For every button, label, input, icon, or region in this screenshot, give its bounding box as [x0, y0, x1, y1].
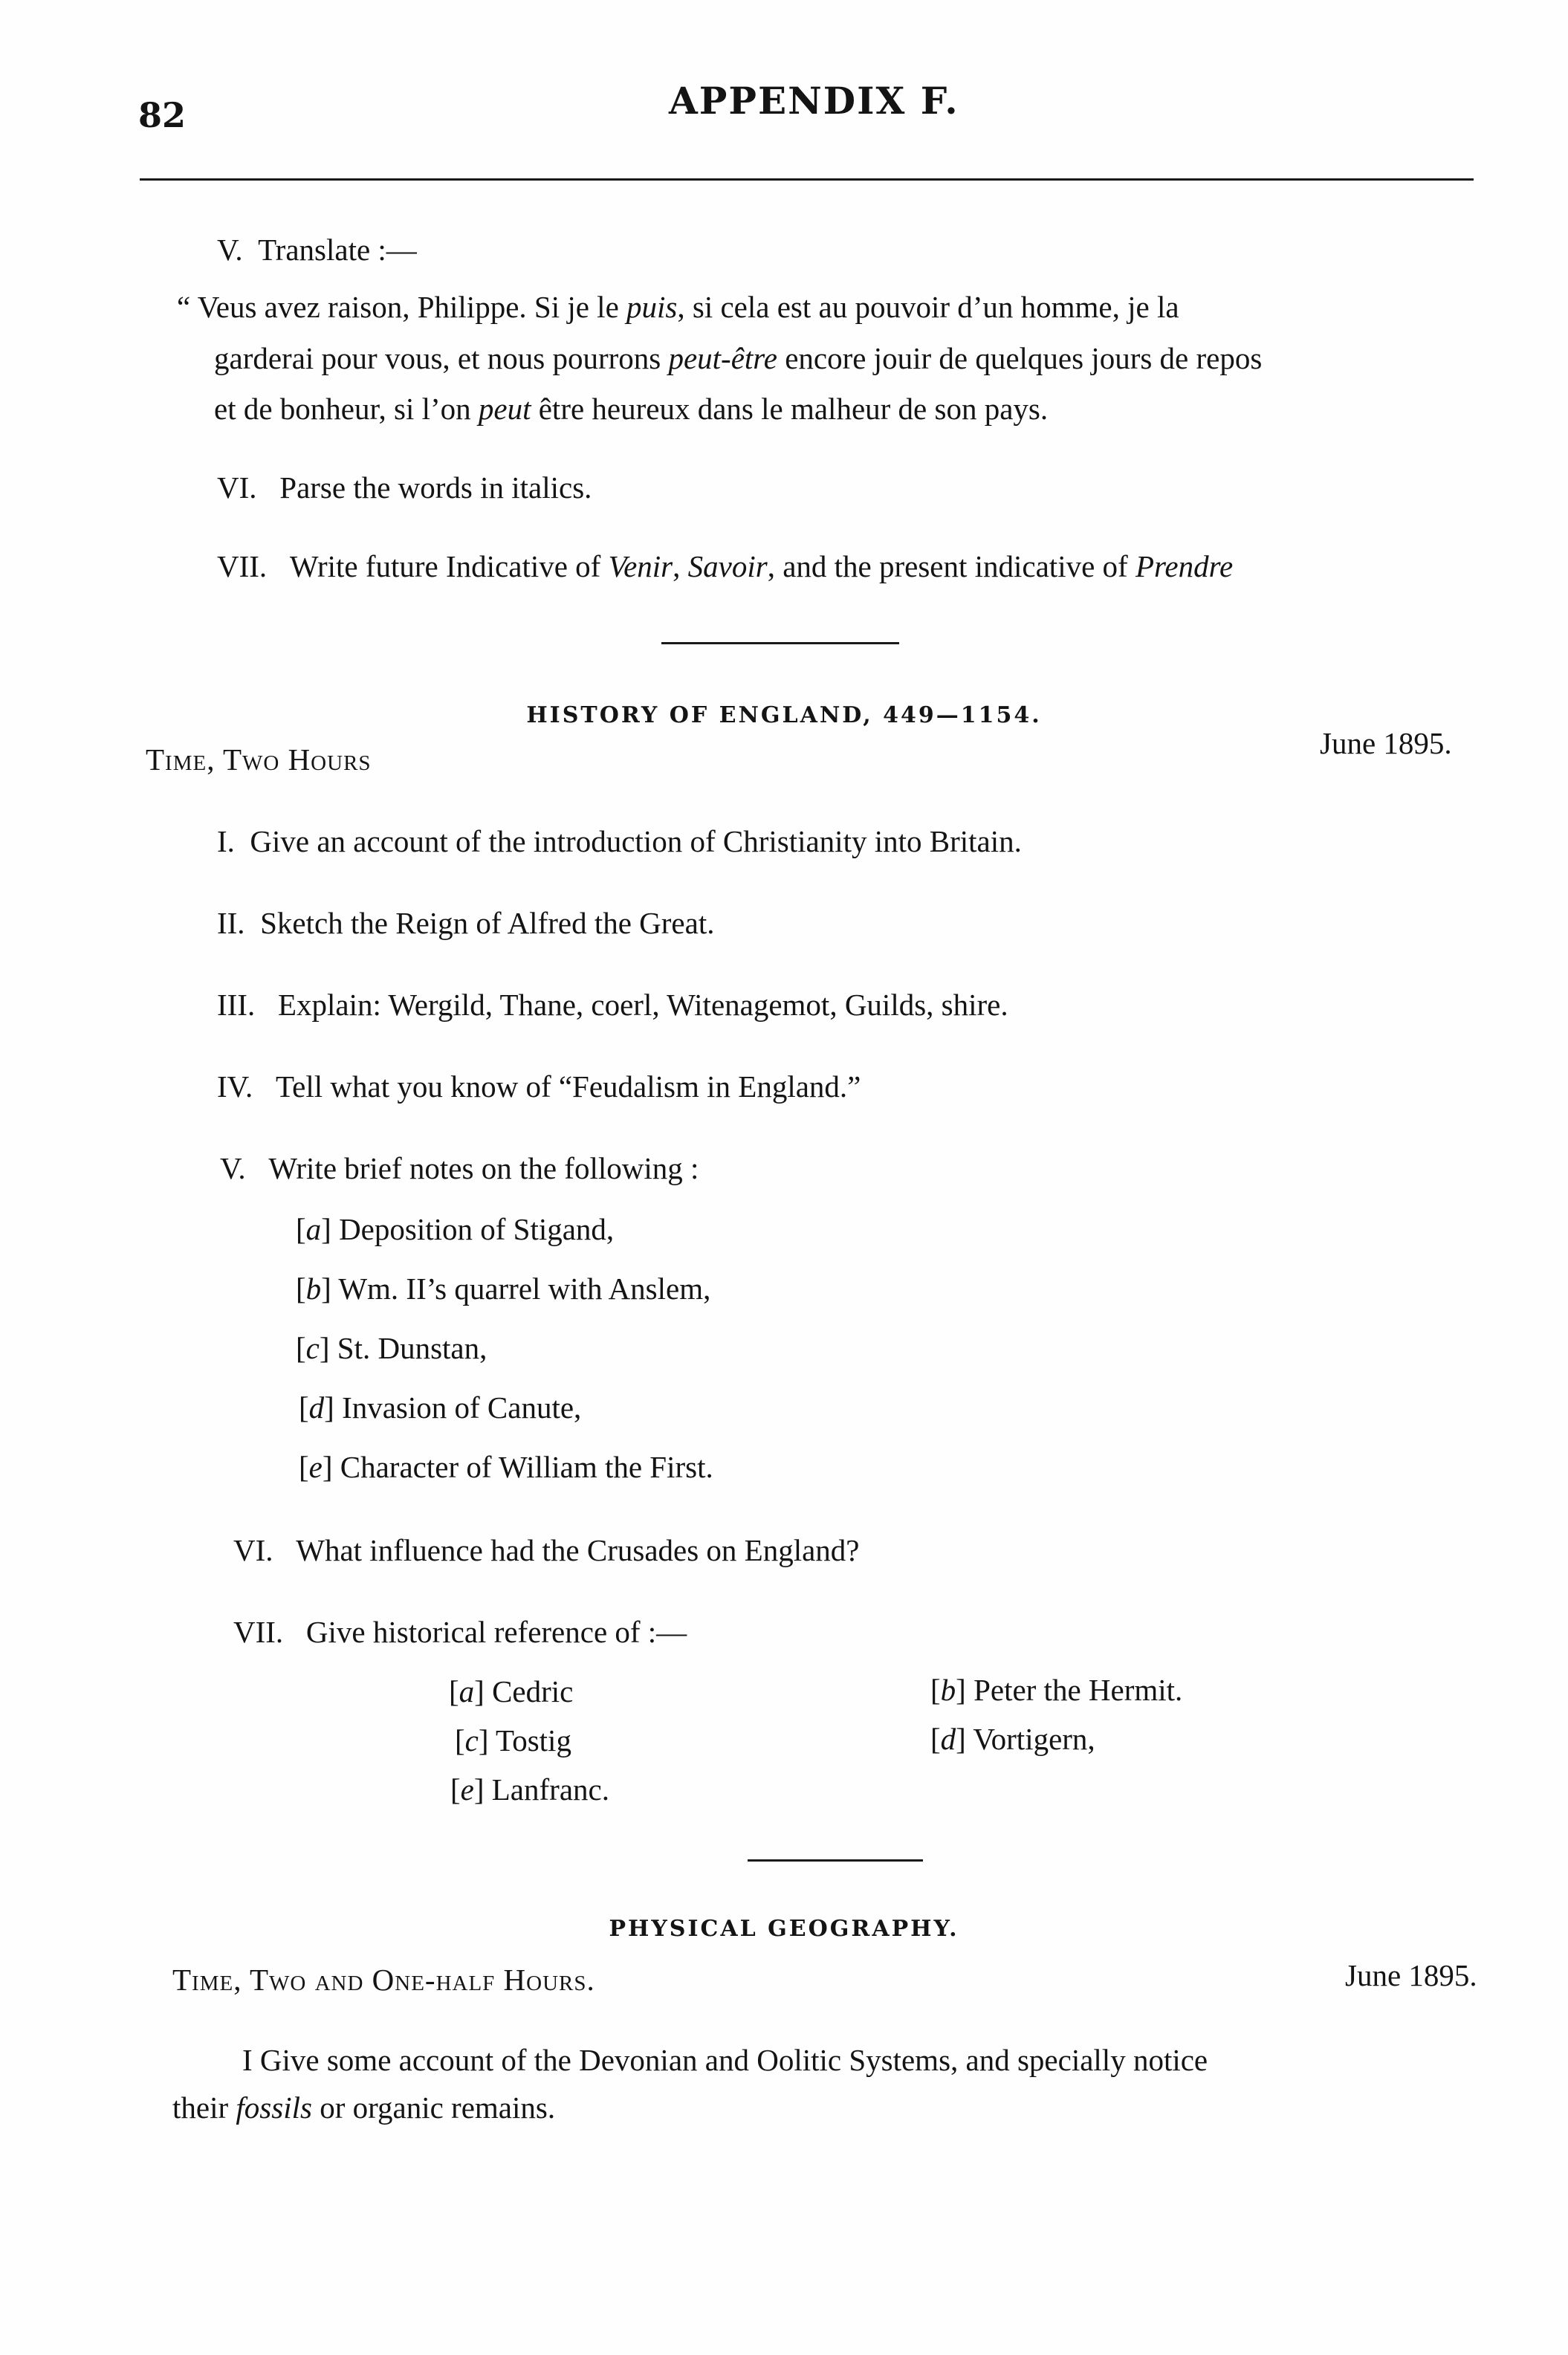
history-q3	[217, 990, 1008, 1020]
item-letter: c	[464, 1723, 479, 1758]
item-text: Deposition of Stigand,	[331, 1212, 615, 1246]
item-letter: a	[305, 1212, 322, 1246]
question-label: II.	[217, 906, 245, 940]
french-q6	[217, 470, 592, 505]
question-label: IV.	[217, 1069, 253, 1104]
item-letter: b	[940, 1673, 956, 1707]
question-text: Write brief notes on the following :	[268, 1151, 699, 1185]
question-italic: Prendre	[1135, 549, 1234, 583]
geography-q1-line2	[172, 2090, 556, 2125]
item-text: Tostig	[488, 1723, 571, 1758]
question-text: Explain: Wergild, Thane, coerl, Witenagemot, Guilds, shire.	[277, 988, 1008, 1022]
history-q5-item: [a] Deposition of Stigand,	[296, 1212, 615, 1246]
history-q2	[217, 908, 714, 939]
question-label: VII.	[217, 549, 268, 583]
passage-italic: peut-être	[668, 341, 777, 375]
french-q7	[217, 551, 1233, 582]
passage-text: “ Veus avez raison, Philippe. Si je le	[177, 290, 627, 324]
question-label: V.	[217, 233, 243, 267]
passage-italic: peut	[478, 392, 531, 426]
history-q5	[220, 1153, 699, 1184]
history-heading: HISTORY OF ENGLAND, 449—1154.	[526, 702, 1042, 728]
question-text: What influence had the Crusades on England?	[296, 1533, 860, 1567]
history-q7-item: [b] Peter the Hermit.	[930, 1673, 1183, 1707]
passage-italic: puis	[626, 290, 678, 324]
question-label: VI.	[217, 470, 257, 505]
question-text: Give historical reference of :—	[305, 1615, 687, 1649]
section-divider	[661, 642, 899, 644]
passage-line-3	[214, 394, 1048, 424]
item-text: Character of William the First.	[332, 1450, 713, 1484]
question-label: V.	[220, 1151, 246, 1185]
section-divider	[748, 1859, 923, 1862]
passage-text: garderai pour vous, et nous pourrons	[214, 341, 669, 375]
question-text: Translate :—	[258, 233, 417, 267]
history-q1	[217, 826, 1022, 857]
item-text: Cedric	[484, 1674, 574, 1708]
item-text: Wm. II’s quarrel with Anslem,	[331, 1272, 711, 1306]
item-letter: b	[305, 1272, 322, 1306]
history-q5-item: [c] St. Dunstan,	[296, 1331, 487, 1365]
history-q7	[233, 1617, 687, 1648]
item-letter: d	[940, 1722, 956, 1756]
history-time: Time, Two Hours	[146, 742, 372, 777]
question-label: VII.	[233, 1615, 284, 1649]
item-text: Vortigern,	[965, 1722, 1095, 1756]
history-q4	[217, 1069, 861, 1104]
question-label: VI.	[233, 1533, 273, 1567]
item-text: Lanfranc.	[484, 1772, 609, 1807]
question-text: their	[172, 2090, 236, 2125]
question-text: Tell what you know of “Feudalism in England.”	[275, 1069, 861, 1104]
page-number: 82	[138, 95, 187, 135]
header-rule	[140, 178, 1474, 181]
history-q7-item: [c] Tostig	[455, 1723, 571, 1758]
history-q5-item: [b] Wm. II’s quarrel with Anslem,	[296, 1272, 711, 1306]
passage-line-2	[214, 343, 1262, 374]
question-italic: Venir	[608, 549, 673, 583]
question-text: Give an account of the introduction of Christianity into Britain.	[250, 824, 1022, 858]
item-letter: e	[308, 1450, 323, 1484]
geography-q1-line1: I Give some account of the Devonian and Oolitic Systems, and specially notice	[242, 2043, 1208, 2077]
question-text: ,	[673, 549, 688, 583]
question-text: Write future Indicative of	[289, 549, 609, 583]
item-letter: d	[308, 1390, 325, 1425]
passage-line-1	[177, 292, 1179, 323]
geography-time: Time, Two and One-half Hours.	[172, 1963, 595, 1997]
history-q6	[233, 1535, 860, 1566]
passage-text: encore jouir de quelques jours de repos	[777, 341, 1263, 375]
question-text: , and the present indicative of	[767, 549, 1135, 583]
passage-text: être heureux dans le malheur de son pays.	[531, 392, 1049, 426]
item-text: St. Dunstan,	[329, 1331, 487, 1365]
question-label: III.	[217, 988, 256, 1022]
question-text: Sketch the Reign of Alfred the Great.	[260, 906, 715, 940]
item-letter: a	[459, 1674, 475, 1708]
geography-date: June 1895.	[1345, 1958, 1477, 1992]
history-q7-item: [a] Cedric	[449, 1674, 574, 1708]
history-q7-item: [e] Lanfranc.	[450, 1772, 609, 1807]
question-text: Parse the words in italics.	[279, 470, 592, 505]
item-letter: c	[305, 1331, 320, 1365]
item-text: Peter the Hermit.	[965, 1673, 1183, 1707]
geography-heading: PHYSICAL GEOGRAPHY.	[609, 1916, 959, 1942]
passage-text: et de bonheur, si l’on	[214, 392, 479, 426]
item-text: Invasion of Canute,	[334, 1390, 582, 1425]
page-title: APPENDIX F.	[669, 79, 959, 123]
question-text: or organic remains.	[311, 2090, 556, 2125]
question-italic: fossils	[236, 2090, 312, 2125]
french-q5	[217, 235, 417, 265]
question-italic: Savoir	[687, 549, 768, 583]
history-q7-item: [d] Vortigern,	[930, 1722, 1095, 1756]
history-q5-item: [d] Invasion of Canute,	[299, 1390, 582, 1425]
passage-text: , si cela est au pouvoir d’un homme, je la	[677, 290, 1179, 324]
history-date: June 1895.	[1320, 726, 1452, 760]
item-letter: e	[460, 1772, 474, 1807]
history-q5-item: [e] Character of William the First.	[299, 1450, 713, 1484]
question-label: I.	[217, 824, 235, 858]
